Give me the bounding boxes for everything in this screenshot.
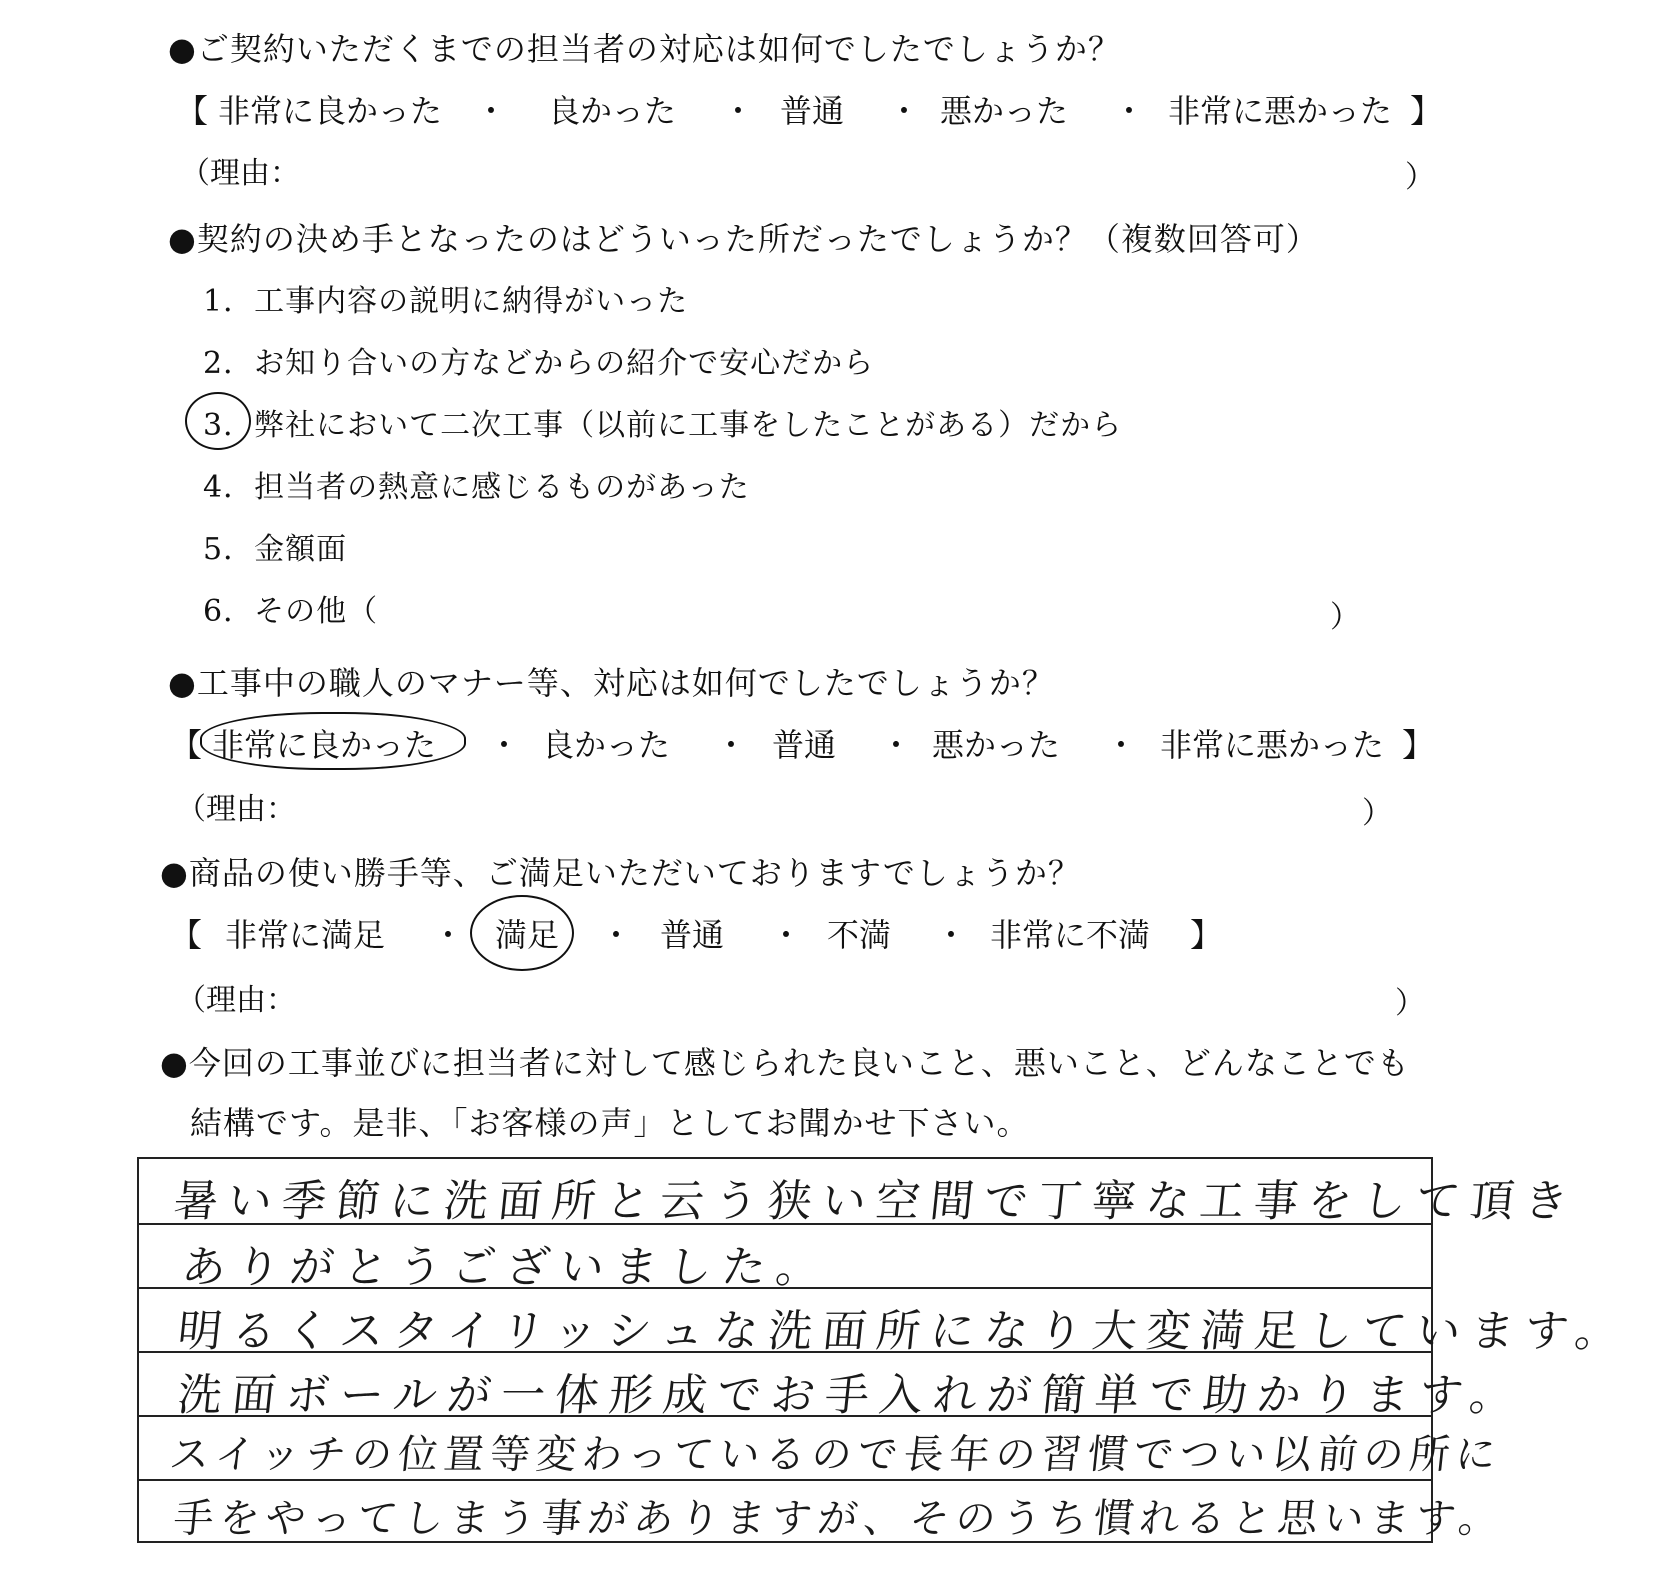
handwritten-line-6: 手をやってしまう事がありますが、そのうち慣れると思います。	[171, 1496, 1507, 1542]
q3-separator: ・	[880, 726, 913, 764]
q2-selected-circle	[185, 392, 251, 450]
q2-question: ●契約の決め手となったのはどういった所だったでしょうか？（複数回答可）	[168, 220, 1319, 258]
q4-option-very-satisfied[interactable]: 非常に満足	[225, 916, 386, 954]
handwritten-line-2: ありがとうございました。	[179, 1242, 833, 1293]
q2-item-5[interactable]: 5．金額面	[203, 532, 348, 567]
q4-separator: ・	[432, 916, 465, 954]
q4-option-satisfied[interactable]: 満足	[495, 916, 560, 954]
q4-selected-circle	[470, 895, 574, 971]
q3-bracket-close: 】	[1402, 726, 1435, 764]
q1-reason-close: ）	[1405, 160, 1435, 195]
q3-separator: ・	[488, 726, 521, 764]
q4-bracket-close: 】	[1190, 916, 1223, 954]
q5-question-line1: ●今回の工事並びに担当者に対して感じられた良いこと、悪いこと、どんなことでも	[160, 1044, 1410, 1082]
q1-separator: ・	[475, 92, 508, 130]
q3-option-very-bad[interactable]: 非常に悪かった	[1160, 726, 1385, 764]
handwritten-line-5: スイッチの位置等変わっているので長年の習慣でつい以前の所に	[167, 1432, 1505, 1478]
q4-option-average[interactable]: 普通	[660, 916, 725, 954]
handwritten-line-4: 洗面ボールが一体形成でお手入れが簡単で助かります。	[175, 1370, 1527, 1421]
q5-question-line2: 結構です。是非、「お客様の声」としてお聞かせ下さい。	[190, 1104, 1030, 1142]
q1-option-very-good[interactable]: 非常に良かった	[218, 92, 443, 130]
handwritten-line-1: 暑い季節に洗面所と云う狭い空間で丁寧な工事をして頂き	[171, 1176, 1581, 1227]
q4-reason-label: （理由：	[176, 983, 296, 1018]
q3-option-bad[interactable]: 悪かった	[932, 726, 1061, 764]
q1-separator: ・	[888, 92, 921, 130]
handwritten-line-3: 明るくスタイリッシュな洗面所になり大変満足しています。	[175, 1306, 1632, 1357]
q3-separator: ・	[1105, 726, 1138, 764]
q2-item-2[interactable]: 2．お知り合いの方などからの紹介で安心だから	[203, 346, 875, 381]
q4-separator: ・	[770, 916, 803, 954]
q1-option-average[interactable]: 普通	[780, 92, 845, 130]
q3-option-very-good[interactable]: 非常に良かった	[212, 726, 437, 764]
q2-item-1[interactable]: 1．工事内容の説明に納得がいった	[203, 284, 689, 319]
q4-separator: ・	[600, 916, 633, 954]
q1-bracket-open: 【	[176, 92, 209, 130]
q4-reason-close: ）	[1395, 986, 1425, 1021]
q4-question: ●商品の使い勝手等、ご満足いただいておりますでしょうか？	[160, 854, 1081, 892]
q1-question: ●ご契約いただくまでの担当者の対応は如何でしたでしょうか？	[168, 30, 1121, 68]
q2-item-3[interactable]: 3．弊社において二次工事（以前に工事をしたことがある）だから	[203, 408, 1123, 443]
q2-item-4[interactable]: 4．担当者の熱意に感じるものがあった	[203, 470, 750, 505]
q3-option-average[interactable]: 普通	[772, 726, 837, 764]
q3-selected-circle	[200, 712, 466, 770]
q3-separator: ・	[715, 726, 748, 764]
q1-option-very-bad[interactable]: 非常に悪かった	[1168, 92, 1393, 130]
q3-option-good[interactable]: 良かった	[542, 726, 671, 764]
q2-item-6[interactable]: 6．その他（	[203, 594, 379, 629]
q4-separator: ・	[935, 916, 968, 954]
q3-reason-label: （理由：	[176, 792, 296, 827]
q3-question: ●工事中の職人のマナー等、対応は如何でしたでしょうか？	[168, 664, 1055, 702]
q4-bracket-open: 【	[170, 916, 203, 954]
q3-reason-close: ）	[1362, 796, 1392, 831]
q1-reason-label: （理由：	[180, 156, 300, 191]
q4-option-very-dissatisfied[interactable]: 非常に不満	[990, 916, 1151, 954]
q1-separator: ・	[1113, 92, 1146, 130]
q3-bracket-open: 【	[170, 726, 203, 764]
q1-bracket-close: 】	[1410, 92, 1443, 130]
q4-option-dissatisfied[interactable]: 不満	[827, 916, 892, 954]
q1-option-good[interactable]: 良かった	[548, 92, 677, 130]
comment-box[interactable]	[137, 1157, 1632, 1543]
q1-option-bad[interactable]: 悪かった	[940, 92, 1069, 130]
q2-other-close: ）	[1330, 600, 1361, 635]
q1-separator: ・	[722, 92, 755, 130]
